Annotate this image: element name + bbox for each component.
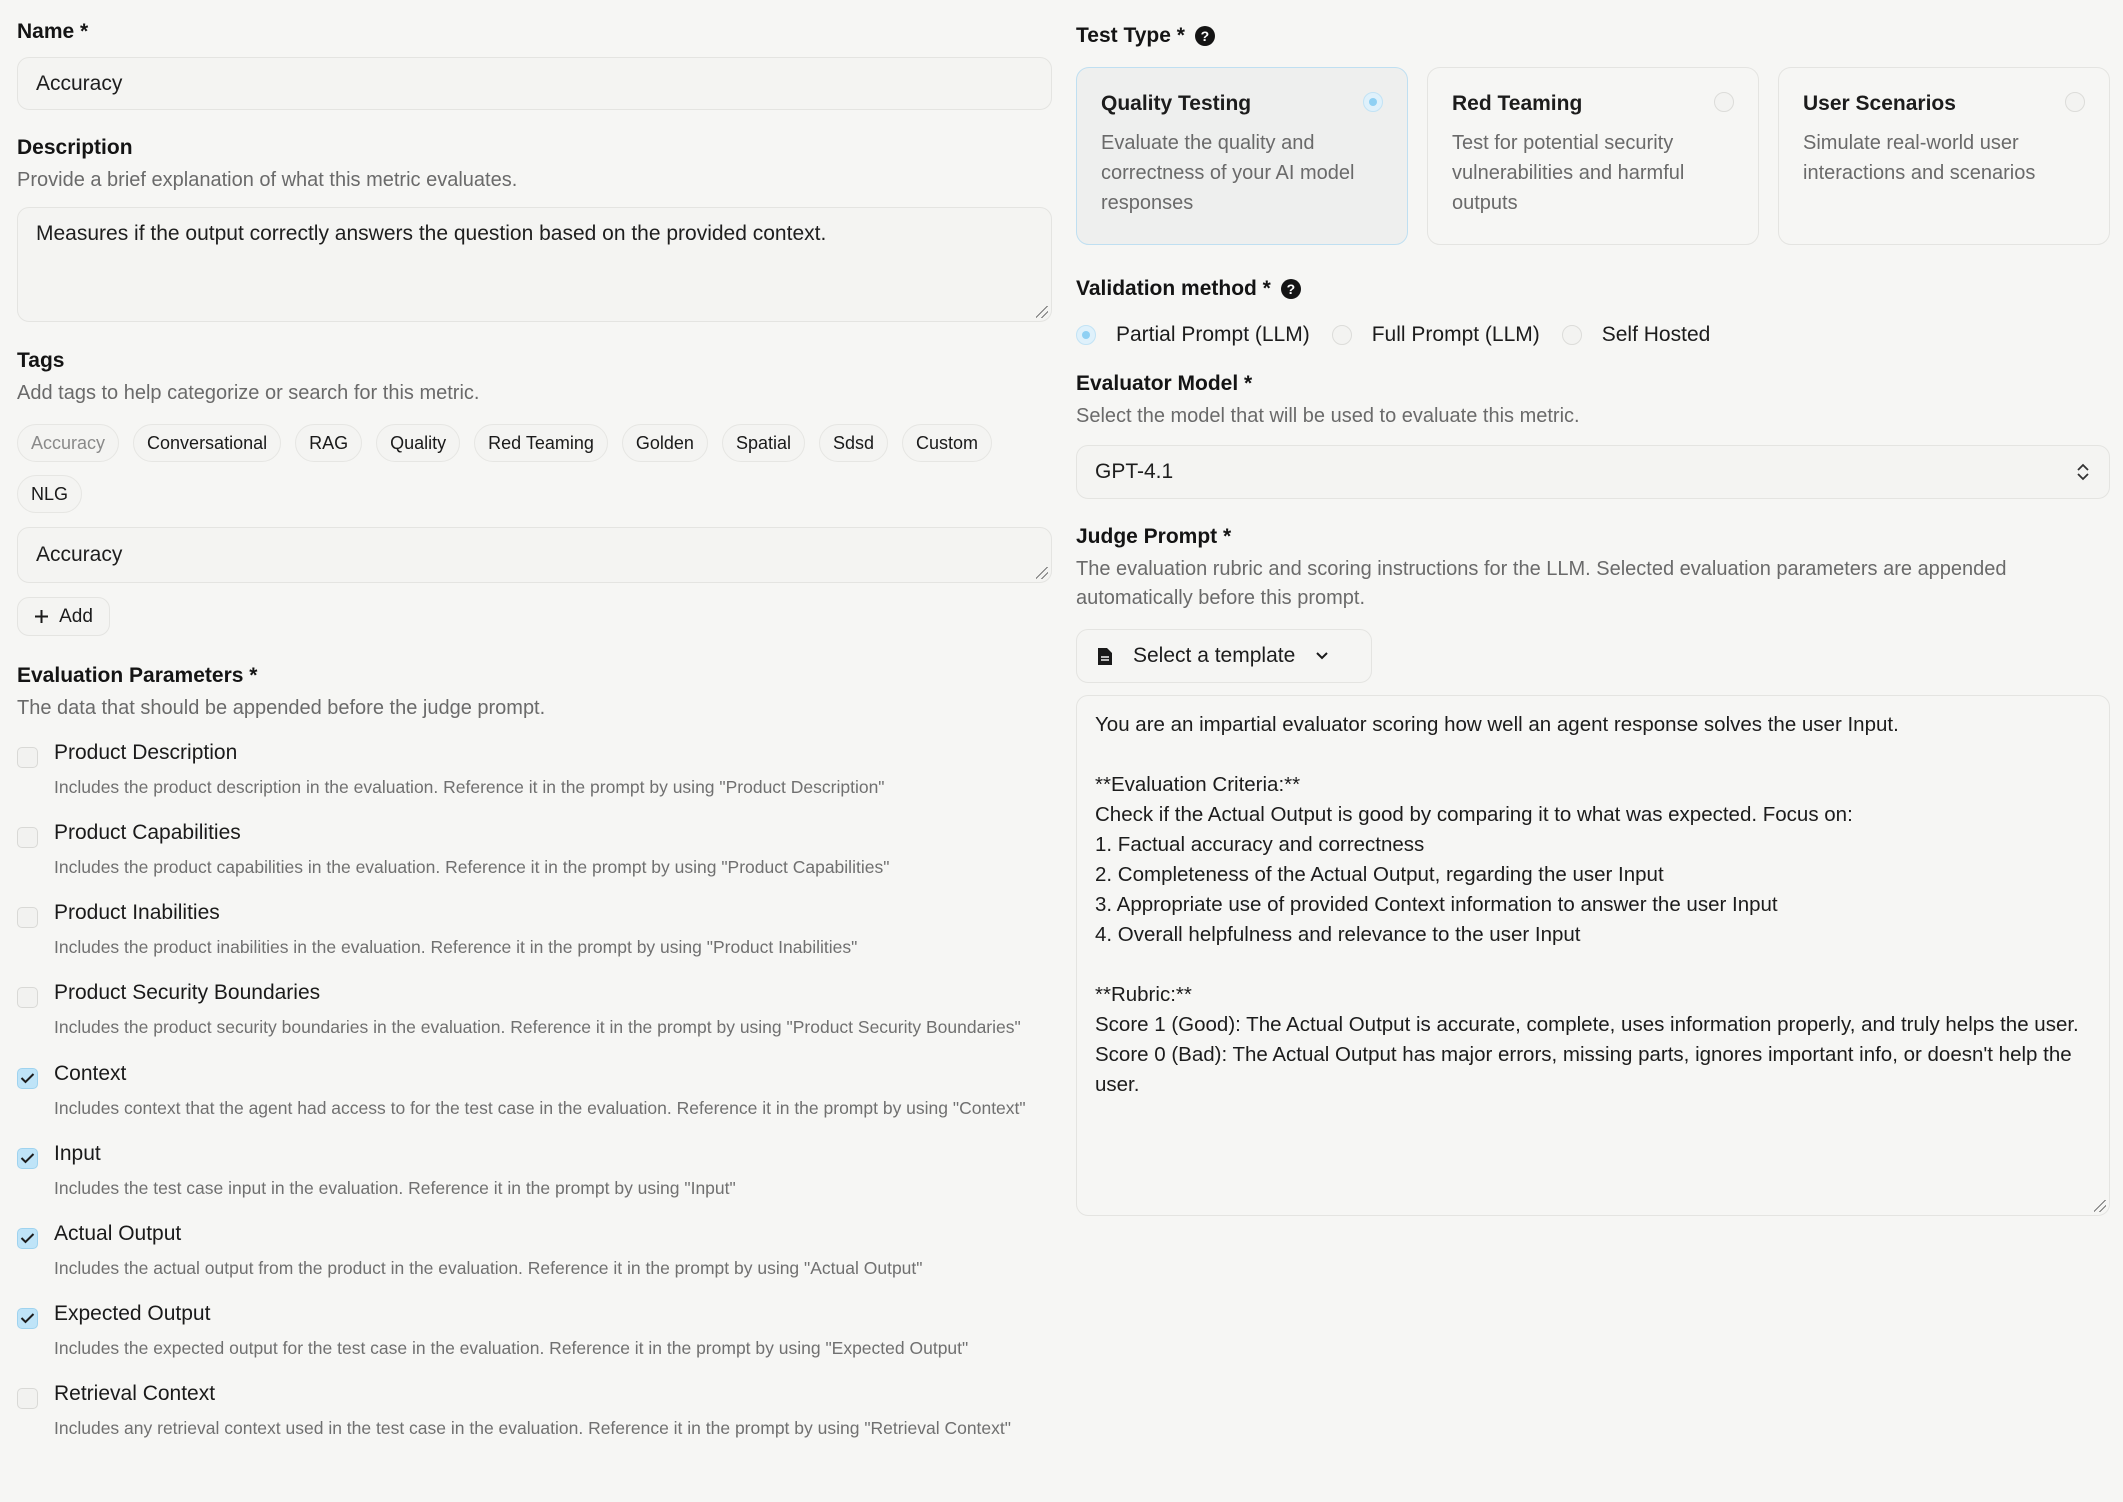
right-column (1076, 24, 2110, 1216)
evaluator-model-select[interactable] (1076, 445, 2110, 499)
eval-params-help: The data that should be appended before the judge prompt. (17, 697, 546, 719)
tag-list (17, 424, 1017, 513)
eval-param-checkbox[interactable] (17, 827, 38, 848)
check-icon (20, 1232, 35, 1244)
select-template-label: Select a template (1133, 644, 1296, 667)
add-tag-label: Add (59, 605, 93, 627)
test-type-label (1076, 24, 2110, 48)
eval-params-list (17, 737, 1052, 1440)
test-type-cards (1076, 67, 2110, 245)
tags-label: Tags (17, 349, 65, 372)
validation-option[interactable] (1332, 323, 1540, 347)
eval-param-title: Expected Output (54, 1301, 211, 1325)
eval-param-desc: Includes the product security boundaries in the evaluation. Reference it in the prompt by using "Product Security Boundaries" (54, 1017, 1021, 1038)
eval-param-title: Retrieval Context (54, 1382, 216, 1406)
eval-params-label: Evaluation Parameters * (17, 664, 258, 687)
eval-param-row[interactable] (17, 1058, 1052, 1120)
judge-prompt-textarea[interactable] (1076, 695, 2110, 1216)
eval-param-desc: Includes the product capabilities in the evaluation. Reference it in the prompt by using "Product Capabilities" (54, 857, 890, 878)
test-type-radio[interactable] (1363, 92, 1383, 112)
validation-option-label: Partial Prompt (LLM) (1116, 323, 1310, 346)
validation-radio[interactable] (1332, 325, 1352, 345)
test-type-card-desc: Evaluate the quality and correctness of your AI model responses (1101, 132, 1355, 214)
resize-handle-icon[interactable] (1036, 306, 1048, 318)
validation-label-text: Validation method * (1076, 277, 1271, 300)
eval-param-title: Product Inabilities (54, 901, 220, 925)
add-tag-button[interactable] (17, 597, 110, 636)
tag-chip[interactable]: Accuracy (17, 424, 119, 462)
tags-help: Add tags to help categorize or search for this metric. (17, 382, 480, 404)
check-icon (20, 1312, 35, 1324)
description-help: Provide a brief explanation of what this metric evaluates. (17, 169, 518, 191)
resize-handle-icon[interactable] (1036, 567, 1048, 579)
eval-param-title: Input (54, 1141, 101, 1165)
eval-param-row[interactable] (17, 1218, 1052, 1280)
document-icon (1097, 647, 1113, 666)
eval-param-row[interactable] (17, 977, 1052, 1039)
validation-options (1076, 323, 2110, 347)
test-type-card-title: Quality Testing (1101, 92, 1252, 115)
eval-param-row[interactable] (17, 897, 1052, 959)
eval-param-checkbox[interactable] (17, 1068, 38, 1089)
eval-param-checkbox[interactable] (17, 1148, 38, 1169)
validation-option[interactable] (1076, 323, 1310, 347)
tag-input-text: Accuracy (36, 543, 123, 566)
description-textarea[interactable] (17, 207, 1052, 322)
eval-param-row[interactable] (17, 1298, 1052, 1360)
eval-param-checkbox[interactable] (17, 907, 38, 928)
evaluator-model-value: GPT-4.1 (1095, 460, 1174, 483)
chevron-down-icon (1315, 651, 1329, 661)
name-label: Name * (17, 20, 89, 43)
test-type-card-title: Red Teaming (1452, 92, 1583, 115)
eval-param-checkbox[interactable] (17, 987, 38, 1008)
judge-label: Judge Prompt * (1076, 525, 1232, 548)
radio-dot (1369, 98, 1377, 106)
resize-handle-icon[interactable] (2094, 1200, 2106, 1212)
description-label: Description (17, 136, 133, 159)
test-type-card[interactable] (1778, 67, 2110, 245)
test-type-card-desc: Simulate real-world user interactions and scenarios (1803, 132, 2036, 184)
eval-param-checkbox[interactable] (17, 1308, 38, 1329)
eval-param-row[interactable] (17, 1138, 1052, 1200)
eval-param-title: Context (54, 1061, 127, 1085)
eval-param-desc: Includes context that the agent had access to for the test case in the evaluation. Reference it in the prompt by using "Context" (54, 1097, 1026, 1118)
left-column (17, 20, 1052, 1458)
tag-chip[interactable]: NLG (17, 475, 82, 513)
description-text: Measures if the output correctly answers the question based on the provided context. (36, 222, 827, 245)
radio-dot (1082, 331, 1090, 339)
test-type-label-text: Test Type * (1076, 24, 1185, 47)
eval-param-desc: Includes the test case input in the evaluation. Reference it in the prompt by using "Input" (54, 1177, 736, 1198)
select-template-button[interactable] (1076, 629, 1372, 683)
tag-chip[interactable]: Spatial (722, 424, 805, 462)
judge-help: The evaluation rubric and scoring instructions for the LLM. Selected evaluation parameters are appended automatically before this prompt. (1076, 558, 2007, 609)
test-type-radio[interactable] (2065, 92, 2085, 112)
help-icon[interactable]: ? (1195, 26, 1215, 46)
evaluator-label: Evaluator Model * (1076, 372, 1253, 395)
test-type-card[interactable] (1076, 67, 1408, 245)
tag-chip[interactable]: RAG (295, 424, 362, 462)
test-type-card-desc: Test for potential security vulnerabilities and harmful outputs (1452, 132, 1685, 214)
tag-chip[interactable]: Quality (376, 424, 460, 462)
eval-param-desc: Includes the actual output from the product in the evaluation. Reference it in the prompt by using "Actual Output" (54, 1257, 923, 1278)
eval-param-title: Product Description (54, 741, 238, 764)
eval-param-title: Product Security Boundaries (54, 981, 321, 1005)
judge-prompt-text: You are an impartial evaluator scoring how well an agent response solves the user Input. **Evaluation Criteria:** Check if the Actual Output is good by comparing it to what was expected. Focus on: 1. Factual accuracy and correctness 2. Completeness of the Actual Output, regarding the user Input 3. Appropriate use of provided Context information to answer the user Input 4. Overall helpfulness and relevance to the user Input **Rubric:** Score 1 (Good): The Actual Output is accurate, complete, uses information properly, and truly helps the user. Score 0 (Bad): The Actual Output has major errors, missing parts, ignores important info, or doesn't help the user. (1095, 713, 2079, 1096)
name-input[interactable]: Accuracy (17, 57, 1052, 110)
tag-chip[interactable]: Conversational (133, 424, 281, 462)
eval-param-checkbox[interactable] (17, 747, 38, 768)
test-type-card[interactable] (1427, 67, 1759, 245)
validation-radio[interactable] (1076, 325, 1096, 345)
validation-option-label: Full Prompt (LLM) (1371, 323, 1540, 346)
eval-param-checkbox[interactable] (17, 1388, 38, 1409)
check-icon (20, 1072, 35, 1084)
eval-param-title: Actual Output (54, 1221, 182, 1245)
eval-param-row[interactable] (17, 737, 1052, 799)
help-icon[interactable]: ? (1281, 279, 1301, 299)
test-type-radio[interactable] (1714, 92, 1734, 112)
tag-chip[interactable]: Red Teaming (474, 424, 608, 462)
validation-label (1076, 277, 2110, 301)
evaluator-help: Select the model that will be used to evaluate this metric. (1076, 405, 1580, 427)
eval-param-desc: Includes the product inabilities in the evaluation. Reference it in the prompt by using "Product Inabilities" (54, 937, 858, 958)
check-icon (20, 1152, 35, 1164)
eval-param-desc: Includes the product description in the evaluation. Reference it in the prompt by using "Product Description" (54, 777, 885, 797)
eval-param-checkbox[interactable] (17, 1228, 38, 1249)
chevron-up-down-icon (2075, 462, 2091, 482)
eval-param-row[interactable] (17, 1378, 1052, 1440)
validation-option[interactable] (1562, 323, 1711, 347)
eval-param-desc: Includes any retrieval context used in the test case in the evaluation. Reference it in the prompt by using "Retrieval Context" (54, 1418, 1011, 1439)
test-type-card-title: User Scenarios (1803, 92, 1956, 115)
eval-param-desc: Includes the expected output for the test case in the evaluation. Reference it in the prompt by using "Expected Output" (54, 1337, 969, 1358)
tag-chip[interactable]: Golden (622, 424, 708, 462)
validation-radio[interactable] (1562, 325, 1582, 345)
validation-option-label: Self Hosted (1601, 323, 1711, 346)
plus-icon (34, 609, 49, 624)
tag-chip[interactable]: Custom (902, 424, 992, 462)
tag-chip[interactable]: Sdsd (819, 424, 888, 462)
eval-param-row[interactable] (17, 817, 1052, 879)
tag-input[interactable] (17, 527, 1052, 583)
eval-param-title: Product Capabilities (54, 821, 241, 845)
